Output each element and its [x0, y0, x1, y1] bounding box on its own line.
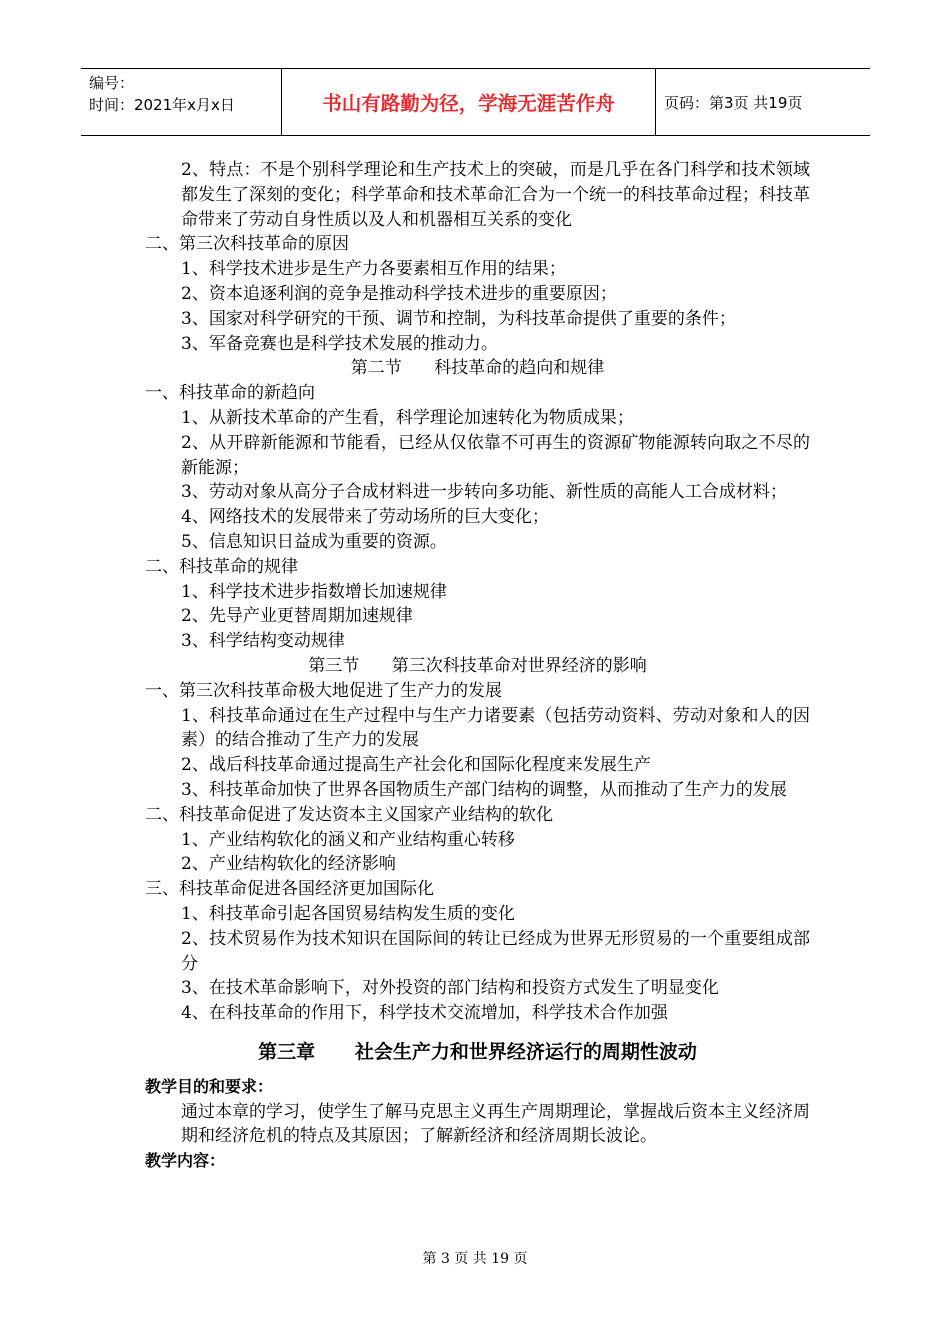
list-item: 1、从新技术革命的产生看，科学理论加速转化为物质成果； — [181, 407, 634, 428]
section-heading: 二、科技革命促进了发达资本主义国家产业结构的软化 — [145, 804, 553, 825]
list-item: 4、在科技革命的作用下，科学技术交流增加，科学技术合作加强 — [181, 1003, 668, 1024]
list-item: 2、技术贸易作为技术知识在国际间的转让已经成为世界无形贸易的一个重要组成部分 — [181, 928, 810, 974]
list-item: 2、产业结构软化的经济影响 — [181, 854, 396, 875]
paragraph: 2、特点：不是个别科学理论和生产技术上的突破，而是几乎在各门科学和技术领域都发生了深刻的变化；科学革命和技术革命汇合为一个统一的科技革命过程；科技革命带来了劳动自身性质以及人和机器相互关系的变化 — [181, 160, 810, 230]
section-title: 第三节 第三次科技革命对世界经济的影响 — [308, 655, 647, 676]
header-motto — [282, 69, 656, 135]
page-info-text: 页码：第3页 共19页 — [664, 93, 803, 112]
motto-text: 书山有路勤为径，学海无涯苦作舟 — [322, 92, 615, 115]
page-header — [81, 68, 870, 136]
list-item: 1、科技革命引起各国贸易结构发生质的变化 — [181, 903, 515, 924]
list-item: 3、劳动对象从高分子合成材料进一步转向多功能、新性质的高能人工合成材料； — [181, 482, 787, 503]
section-heading: 三、科技革命促进各国经济更加国际化 — [145, 879, 434, 900]
list-item: 3、在技术革命影响下，对外投资的部门结构和投资方式发生了明显变化 — [181, 978, 719, 999]
goal-label: 教学目的和要求： — [145, 1076, 274, 1096]
list-item: 2、资本追逐利润的竞争是推动科学技术进步的重要原因； — [181, 283, 617, 304]
list-item: 2、先导产业更替周期加速规律 — [181, 606, 413, 627]
list-item: 1、产业结构软化的涵义和产业结构重心转移 — [181, 829, 515, 850]
footer-page-number: 第 3 页 共 19 页 — [422, 1251, 528, 1267]
header-page-info — [656, 69, 870, 135]
section-heading: 二、第三次科技革命的原因 — [145, 234, 349, 255]
list-item: 1、科学技术进步是生产力各要素相互作用的结果； — [181, 259, 566, 280]
list-item: 1、科学技术进步指数增长加速规律 — [181, 581, 447, 602]
section-heading: 一、科技革命的新趋向 — [145, 383, 315, 404]
list-item: 1、科技革命通过在生产过程中与生产力诸要素（包括劳动资料、劳动对象和人的因素）的结合推动了生产力的发展 — [181, 705, 810, 751]
header-meta — [81, 69, 282, 135]
page-footer — [0, 1248, 950, 1268]
list-item: 3、国家对科学研究的干预、调节和控制，为科技革命提供了重要的条件； — [181, 308, 736, 329]
list-item: 5、信息知识日益成为重要的资源。 — [181, 531, 447, 552]
goal-paragraph: 通过本章的学习，使学生了解马克思主义再生产周期理论，掌握战后资本主义经济周期和经济危机的特点及其原因；了解新经济和经济周期长波论。 — [181, 1101, 810, 1147]
section-title: 第二节 科技革命的趋向和规律 — [350, 358, 605, 379]
section-heading: 一、第三次科技革命极大地促进了生产力的发展 — [145, 680, 502, 701]
list-item: 3、科学结构变动规律 — [181, 631, 345, 652]
header-date: 时间：2021年x月x日 — [89, 96, 235, 114]
header-number: 编号： — [89, 74, 135, 92]
list-item: 2、战后科技革命通过提高生产社会化和国际化程度来发展生产 — [181, 755, 651, 776]
section-heading: 二、科技革命的规律 — [145, 556, 298, 577]
document-body — [145, 158, 810, 1174]
list-item: 2、从开辟新能源和节能看，已经从仅依靠不可再生的资源矿物能源转向取之不尽的新能源； — [181, 432, 810, 478]
content-label: 教学内容： — [145, 1151, 226, 1171]
chapter-title: 第三章 社会生产力和世界经济运行的周期性波动 — [258, 1040, 697, 1063]
list-item: 3、科技革命加快了世界各国物质生产部门结构的调整，从而推动了生产力的发展 — [181, 779, 787, 800]
list-item: 4、网络技术的发展带来了劳动场所的巨大变化； — [181, 507, 549, 528]
list-item: 3、军备竞赛也是科学技术发展的推动力。 — [181, 333, 498, 354]
